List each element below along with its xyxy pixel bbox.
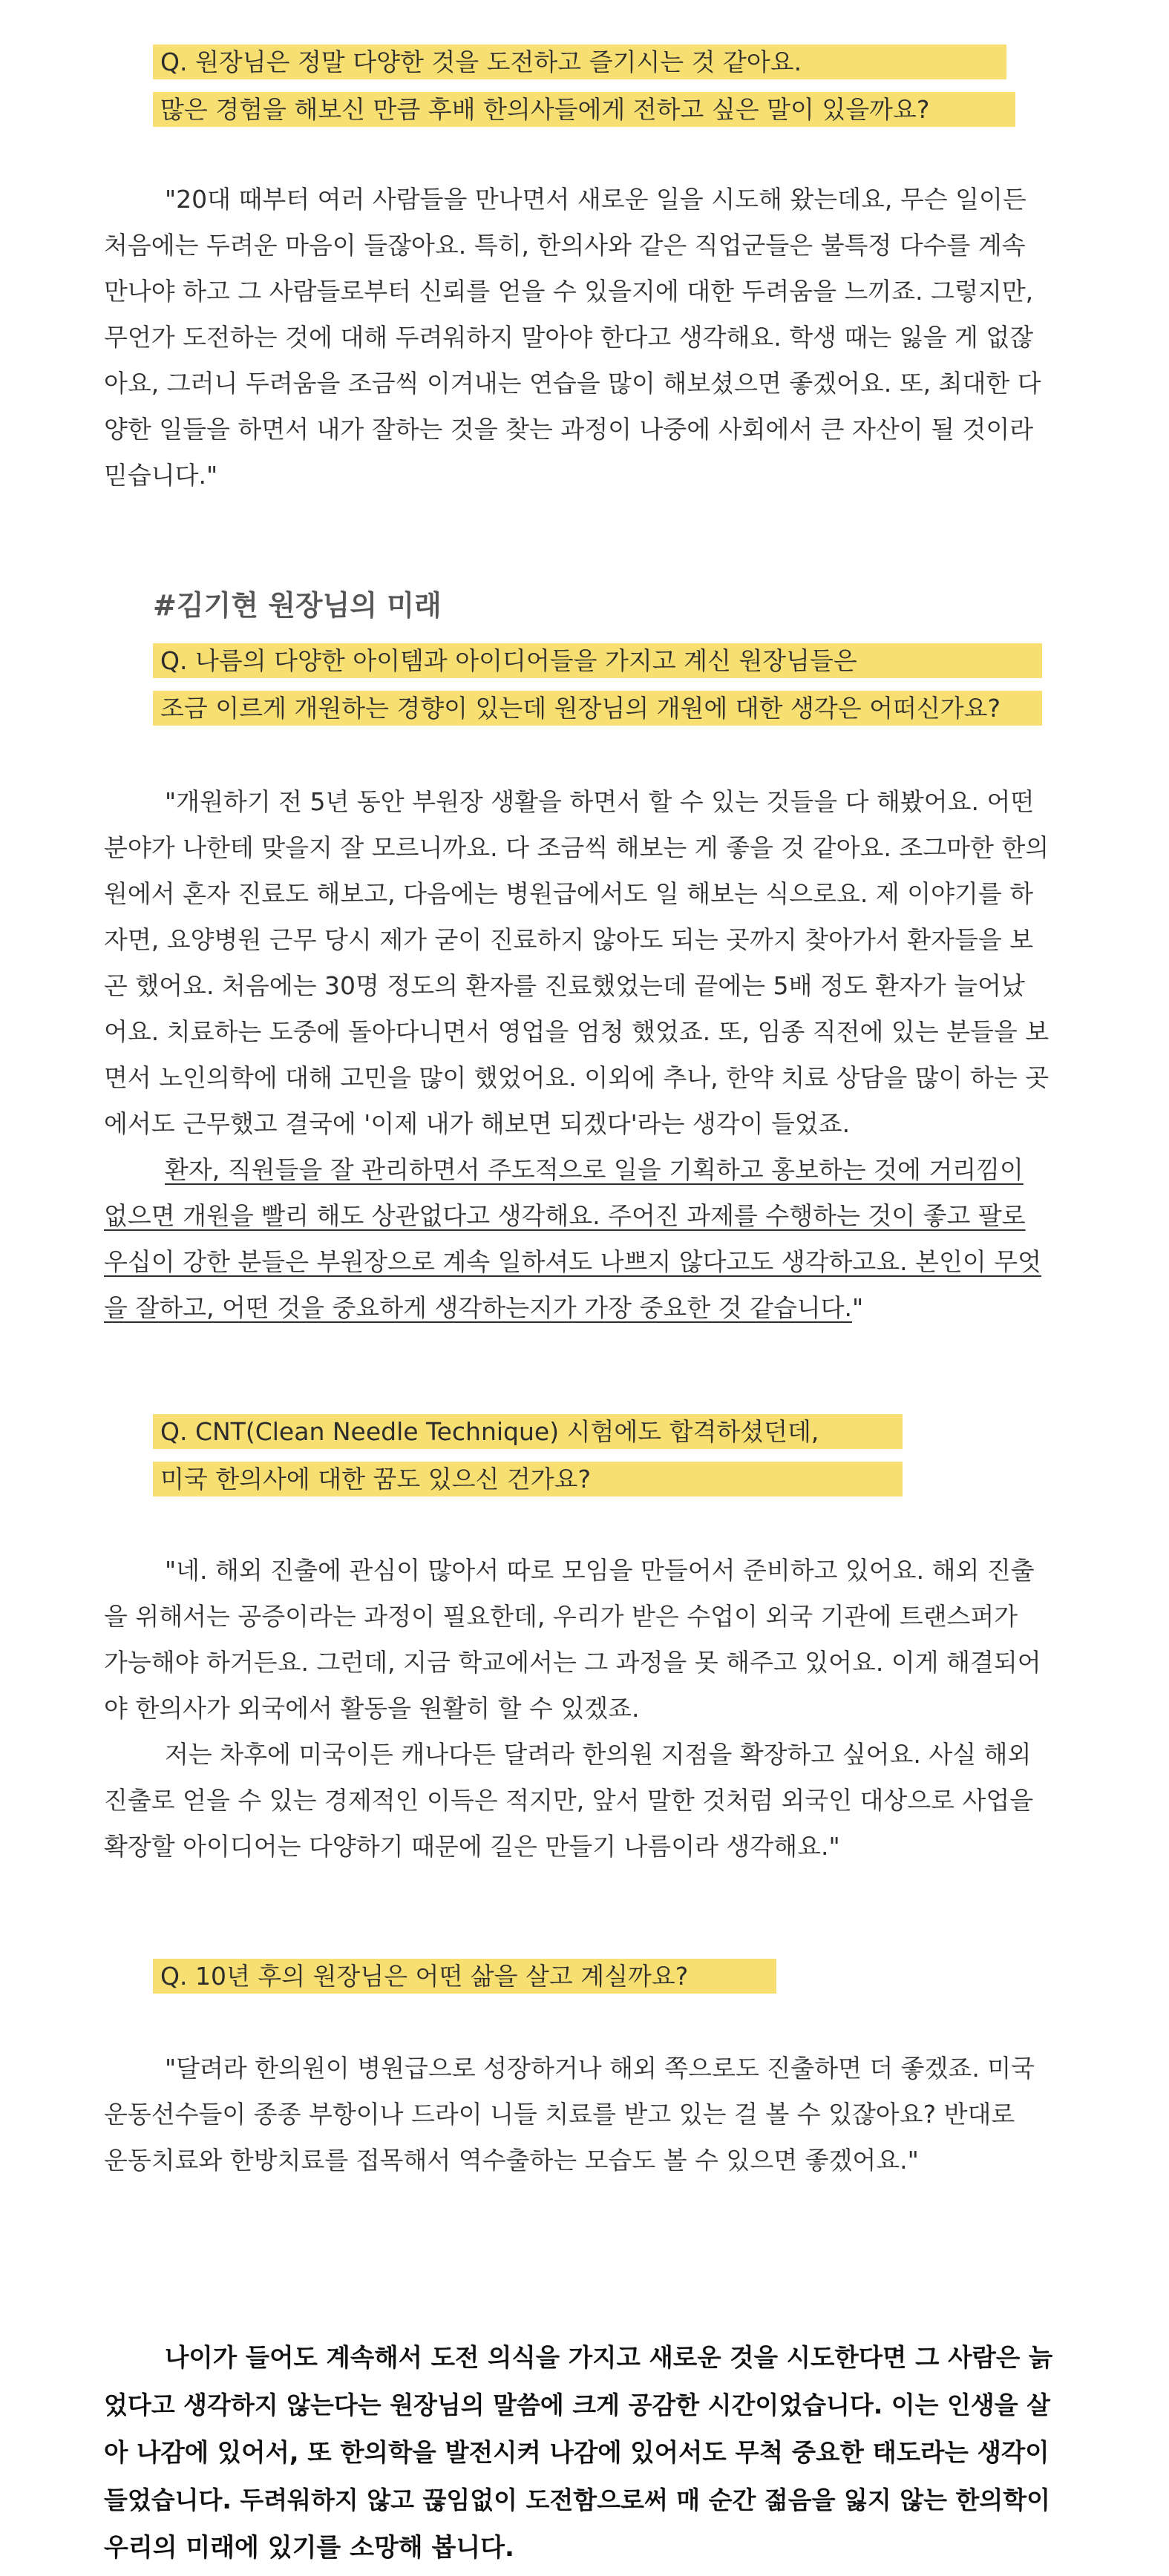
closing-quote: ": [851, 1293, 864, 1322]
underlined-text: 을 잘하고, 어떤 것을 중요하게 생각하는지가 가장 중요한 것 같습니다.: [104, 1293, 852, 1322]
answer-2-line: 곤 했어요. 처음에는 30명 정도의 환자를 진료했었는데 끝에는 5배 정도 환자가 늘어났: [104, 971, 1025, 1000]
answer-3-line: 을 위해서는 공증이라는 과정이 필요한데, 우리가 받은 수업이 외국 기관에 트랜스퍼가: [104, 1602, 1018, 1631]
answer-1-line: 무언가 도전하는 것에 대해 두려워하지 말아야 한다고 생각해요. 학생 때는 잃을 게 없잖: [104, 323, 1034, 352]
answer-2-line: 에서도 근무했고 결국에 '이제 내가 해보면 되겠다'라는 생각이 들었죠.: [104, 1109, 851, 1138]
answer-2-line: 분야가 나한테 맞을지 잘 모르니까요. 다 조금씩 해보는 게 좋을 것 같아요. 조그마한 한의: [104, 833, 1050, 862]
answer-1-line: "20대 때부터 여러 사람들을 만나면서 새로운 일을 시도해 왔는데요, 무슨 일이든: [165, 185, 1026, 214]
answer-3-line: 확장할 아이디어는 다양하기 때문에 길은 만들기 나름이라 생각해요.": [104, 1832, 840, 1861]
answer-2-line: "개원하기 전 5년 동안 부원장 생활을 하면서 할 수 있는 것들을 다 해봤어요. 어떤: [165, 787, 1035, 816]
question-3-line-2: 미국 한의사에 대한 꿈도 있으신 건가요?: [153, 1462, 903, 1496]
closing-line: 우리의 미래에 있기를 소망해 봅니다.: [104, 2533, 514, 2563]
answer-2-line: 원에서 혼자 진료도 해보고, 다음에는 병원급에서도 일 해보는 식으로요. 제 이야기를 하: [104, 879, 1034, 908]
answer-1-line: 아요, 그러니 두려움을 조금씩 이겨내는 연습을 많이 해보셨으면 좋겠어요. 또, 최대한 다: [104, 369, 1041, 398]
answer-2-line: 면서 노인의학에 대해 고민을 많이 했었어요. 이외에 추나, 한약 치료 상담을 많이 하는 곳: [104, 1063, 1050, 1092]
answer-2-underlined-line: [104, 1239, 1061, 1285]
closing-line: 들었습니다. 두려워하지 않고 끊임없이 도전함으로써 매 순간 젊음을 잃지 않는 한의학이: [104, 2485, 1051, 2514]
underlined-text: 우십이 강한 분들은 부원장으로 계속 일하셔도 나쁘지 않다고도 생각하고요. 본인이 무엇: [104, 1247, 1041, 1276]
question-2-line-1: Q. 나름의 다양한 아이템과 아이디어들을 가지고 계신 원장님들은: [153, 643, 1042, 678]
underlined-text: 없으면 개원을 빨리 해도 상관없다고 생각해요. 주어진 과제를 수행하는 것이 좋고 팔로: [104, 1201, 1026, 1230]
closing-line: 아 나감에 있어서, 또 한의학을 발전시켜 나감에 있어서도 무척 중요한 태도라는 생각이: [104, 2438, 1050, 2467]
answer-2-underlined-line: [104, 1285, 1061, 1331]
answer-1-line: 믿습니다.": [104, 461, 218, 490]
answer-3-line: "네. 해외 진출에 관심이 많아서 따로 모임을 만들어서 준비하고 있어요. 해외 진출: [165, 1556, 1035, 1585]
answer-3-line: 야 한의사가 외국에서 활동을 원활히 할 수 있겠죠.: [104, 1694, 640, 1723]
answer-1: [104, 177, 1061, 499]
answer-2-line: 자면, 요양병원 근무 당시 제가 굳이 진료하지 않아도 되는 곳까지 찾아가서 환자들을 보: [104, 925, 1034, 954]
answer-4-line: 운동치료와 한방치료를 접목해서 역수출하는 모습도 볼 수 있으면 좋겠어요.": [104, 2146, 919, 2175]
question-3-line-1: Q. CNT(Clean Needle Technique) 시험에도 합격하셨던데,: [153, 1414, 903, 1449]
closing-line: 나이가 들어도 계속해서 도전 의식을 가지고 새로운 것을 시도한다면 그 사람은 늙: [165, 2343, 1053, 2372]
question-1-line-2: 많은 경험을 해보신 만큼 후배 한의사들에게 전하고 싶은 말이 있을까요?: [153, 92, 1015, 127]
answer-3-line: 진출로 얻을 수 있는 경제적인 이득은 적지만, 앞서 말한 것처럼 외국인 대상으로 사업을: [104, 1786, 1034, 1815]
answer-3: [104, 1548, 1061, 1870]
answer-1-line: 양한 일들을 하면서 내가 잘하는 것을 찾는 과정이 나중에 사회에서 큰 자산이 될 것이라: [104, 415, 1034, 444]
question-1-line-1: Q. 원장님은 정말 다양한 것을 도전하고 즐기시는 것 같아요.: [153, 45, 1006, 79]
closing-line: 었다고 생각하지 않는다는 원장님의 말씀에 크게 공감한 시간이었습니다. 이는 인생을 살: [104, 2391, 1051, 2419]
closing-paragraph: [104, 2334, 1061, 2572]
question-4: Q. 10년 후의 원장님은 어떤 삶을 살고 계실까요?: [153, 1959, 776, 1994]
answer-4: [104, 2046, 1061, 2184]
answer-4-line: "달려라 한의원이 병원급으로 성장하거나 해외 쪽으로도 진출하면 더 좋겠죠. 미국: [165, 2054, 1035, 2083]
answer-4-line: 운동선수들이 종종 부항이나 드라이 니들 치료를 받고 있는 걸 볼 수 있잖아요? 반대로: [104, 2100, 1015, 2129]
answer-2-underlined-line: [104, 1147, 1061, 1193]
answer-1-line: 만나야 하고 그 사람들로부터 신뢰를 얻을 수 있을지에 대한 두려움을 느끼죠. 그렇지만,: [104, 277, 1034, 306]
answer-2-underlined-line: [104, 1193, 1061, 1239]
answer-2-line: 어요. 치료하는 도중에 돌아다니면서 영업을 엄청 했었죠. 또, 임종 직전에 있는 분들을 보: [104, 1017, 1050, 1046]
answer-3-line: 저는 차후에 미국이든 캐나다든 달려라 한의원 지점을 확장하고 싶어요. 사실 해외: [165, 1740, 1032, 1769]
answer-2: [104, 779, 1061, 1331]
answer-3-line: 가능해야 하거든요. 그런데, 지금 학교에서는 그 과정을 못 해주고 있어요. 이게 해결되어: [104, 1648, 1041, 1677]
answer-1-line: 처음에는 두려운 마음이 들잖아요. 특히, 한의사와 같은 직업군들은 불특정 다수를 계속: [104, 231, 1026, 260]
underlined-text: 환자, 직원들을 잘 관리하면서 주도적으로 일을 기획하고 홍보하는 것에 거리낌이: [165, 1155, 1024, 1184]
question-2-line-2: 조금 이르게 개원하는 경향이 있는데 원장님의 개원에 대한 생각은 어떠신가요?: [153, 691, 1042, 726]
section-heading: #김기현 원장님의 미래: [153, 589, 442, 622]
